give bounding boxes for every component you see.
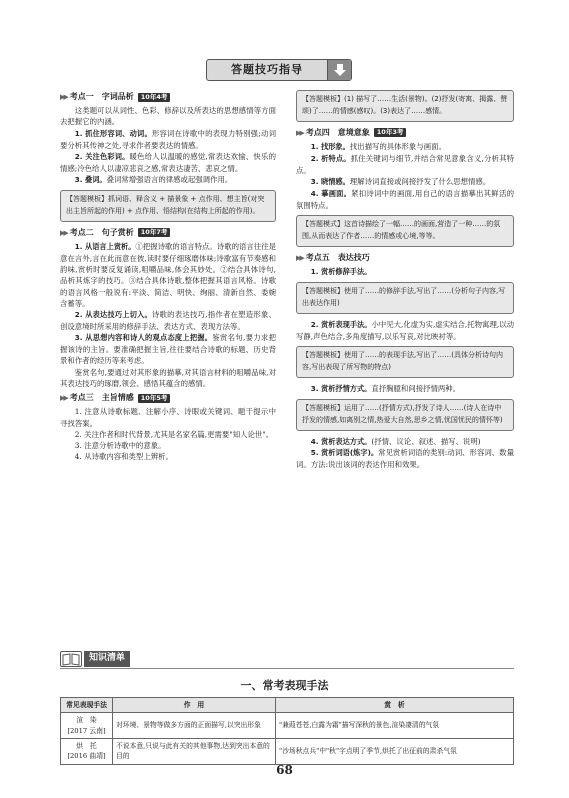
answer-template-box: 【答题模板】运用了……(抒情方式),抒发了诗人……(诗人在诗中抒发的情感,如离别之情,热爱大自然,思乡之情,忧国忧民的情怀等)	[296, 399, 514, 431]
frequency-badge: 10年4考	[138, 93, 171, 102]
answer-template-box: 【答题模板】使用了……的修辞手法,写出了……(分析句子内容,写出表达作用)	[296, 282, 514, 314]
frequency-badge: 10年7考	[138, 228, 171, 237]
triangle-icon: ▶▶	[60, 393, 67, 402]
section-heading: ▶▶ 考点四 意境意象 10年3考	[296, 127, 514, 139]
answer-template-box: 【答题模板】使用了……的表现手法,写出了……(具体分析诗句内容,写出表现了所写物的特点)	[296, 346, 514, 378]
divider	[60, 668, 514, 669]
section-heading: ▶▶ 考点五 表达技巧	[296, 252, 370, 262]
answer-template-box: 【答题模式】这首诗描绘了一幅……的画面,营造了一种……的氛围,从而表达了作者……的情感或心境,等等。	[296, 215, 514, 247]
triangle-icon: ▶▶	[296, 253, 303, 262]
left-column: ▶▶ 考点一 字词品析 10年4考 这类题可以从词性、色彩、修辞以及所表达的思想感情等方面去把握它的内涵。 1. 抓住形容词、动词。形容词在诗歌中的表现力特别强;动词要分析其传神之处,寻求作者要表达的情感。 2. 关注色彩词。暖色给人以温暖的感觉,常表达欢愉、快乐的情感;冷色给人以凄凉悲哀之感,常表达凄苦、悲哀之情。 3. 叠词。叠词常增强语言的律感或起强调作用。 【答题模板】抓词语、释含义 + 描景象 + 点作用、想主旨(对突出主旨所起的作用) + 点作用、悟结构(在结构上所起的作用)。 ▶▶ 考点二 句子赏析 10年7考 1. 从语言上赏析。①把握诗歌的语言特点。诗歌的语言往往是意在言外,言在此而意在彼,读时要仔细琢磨体味;诗歌富有节奏感和韵味,赏析时要反复诵读,咀嚼品味,体会其妙处。②结合具体诗句,品析其炼字的技巧。③结合具体诗歌,整体把握其语言风格。诗歌的语言风格一般说有:平淡、简洁、明快、绚丽、清新自然、委婉含蓄等。 2. 从表达技巧上切入。诗歌的表达技巧,指作者在塑造形象、创设意境时所采用的修辞手法、表达方式、表现方法等。 3. 从思想内容和诗人的观点态度上把握。鉴赏名句,要力求把握该诗的主旨。要准确把握主旨,往往要结合诗歌的标题、历史背景和作者的经历等来考虑。 鉴赏名句,要通过对其形象的描摹,对其语言材料的咀嚼品味,对其表达技巧的琢磨,领会、感悟其蕴含的感情。 ▶▶ 考点三 主旨情感 10年5考 1. 注意从诗歌标题、注解小序、诗眼或关键词、题干提示中寻找答案。 2. 关注作者和时代背景,尤其是名家名篇,更需要"知人论世"。 3. 注意分析诗歌中的意象。 4. 从诗歌内容和类型上辨析。	[60, 92, 276, 462]
answer-template-box: 【答题模板】抓词语、释含义 + 描景象 + 点作用、想主旨(对突出主旨所起的作用) + 点作用、悟结构(在结构上所起的作用)。	[60, 190, 276, 222]
section-heading: ▶▶ 考点二 句子赏析 10年7考	[60, 227, 276, 239]
section-banner	[206, 59, 352, 81]
banner-title: 答题技巧指导	[231, 62, 303, 76]
section-heading: ▶▶ 考点一 字词品析 10年4考	[60, 91, 276, 103]
book-icon	[60, 651, 82, 667]
frequency-badge: 10年3考	[374, 128, 407, 137]
triangle-icon: ▶▶	[60, 92, 67, 101]
answer-template-box: 【答题模板】(1) 描写了……生活(景物)。(2)抒发(寄寓、揭露、赞颂)了……的情感(感叹)。(3)表达了……感情。	[296, 90, 514, 122]
table-header-row: 常见表现手法 作 用 赏 析	[61, 698, 514, 713]
triangle-icon: ▶▶	[60, 228, 67, 237]
page-number: 68	[276, 763, 293, 777]
table-row: 渲 染 [2017 云南] 对环境、景物等做多方面的正面描写,以突出形象 "兼葭苍苍,白露为霜"描写深秋的景色,渲染凄清的气氛	[61, 713, 514, 739]
right-column: 【答题模板】(1) 描写了……生活(景物)。(2)抒发(寄寓、揭露、赞颂)了……的情感(感叹)。(3)表达了……感情。 ▶▶ 考点四 意境意象 10年3考 1. 找形象。找出描写的具体形象与画面。 2. 析特点。抓住关键词与细节,并结合常见意象含义,分析其特点。 3. 晓情感。理解诗词直接或间接抒发了什么思想情感。 4. 摹画面。紧扣诗词中的画面,用自己的语言描摹出其鲜活的氛围特点。 【答题模式】这首诗描绘了一幅……的画面,营造了一种……的氛围,从而表达了作者……的情感或心境,等等。 ▶▶ 考点五 表达技巧 1. 赏析修辞手法。 【答题模板】使用了……的修辞手法,写出了……(分析句子内容,写出表达作用) 2. 赏析表现手法。小中见大,化虚为实,虚实结合,托物寓理,以动写静,声色结合,多角度描写,以乐写哀,对比映衬等。 【答题模板】使用了……的表现手法,写出了……(具体分析诗句内容,写出表现了所写物的特点) 3. 赏析抒情方式。直抒胸臆和间接抒情两种。 【答题模板】运用了……(抒情方式),抒发了诗人……(诗人在诗中抒发的情感,如离别之情,热爱大自然,思乡之情,忧国忧民的情怀等) 4. 赏析表达方式。(抒情、议论、叙述、描写、说明) 5. 赏析词语(炼字)。常见赏析词语的类别:动词、形容词、数量词。方法:说出该词的表达作用和效果。	[296, 88, 514, 471]
knowledge-list-label: 知识清单	[60, 651, 130, 667]
triangle-icon: ▶▶	[296, 128, 303, 137]
frequency-badge: 10年5考	[138, 394, 171, 403]
techniques-table	[60, 697, 514, 765]
down-arrow-icon	[327, 60, 351, 80]
table-title: 一、常考表现手法	[240, 679, 329, 692]
section-heading: ▶▶ 考点三 主旨情感 10年5考	[60, 392, 276, 404]
table-row: 烘 托 [2016 曲靖] 不说本意,只说与此有关的其他事物,达到突出本意的目的 "沙场秋点兵"中"秋"字点明了季节,烘托了出征前的肃杀气氛	[61, 738, 514, 764]
